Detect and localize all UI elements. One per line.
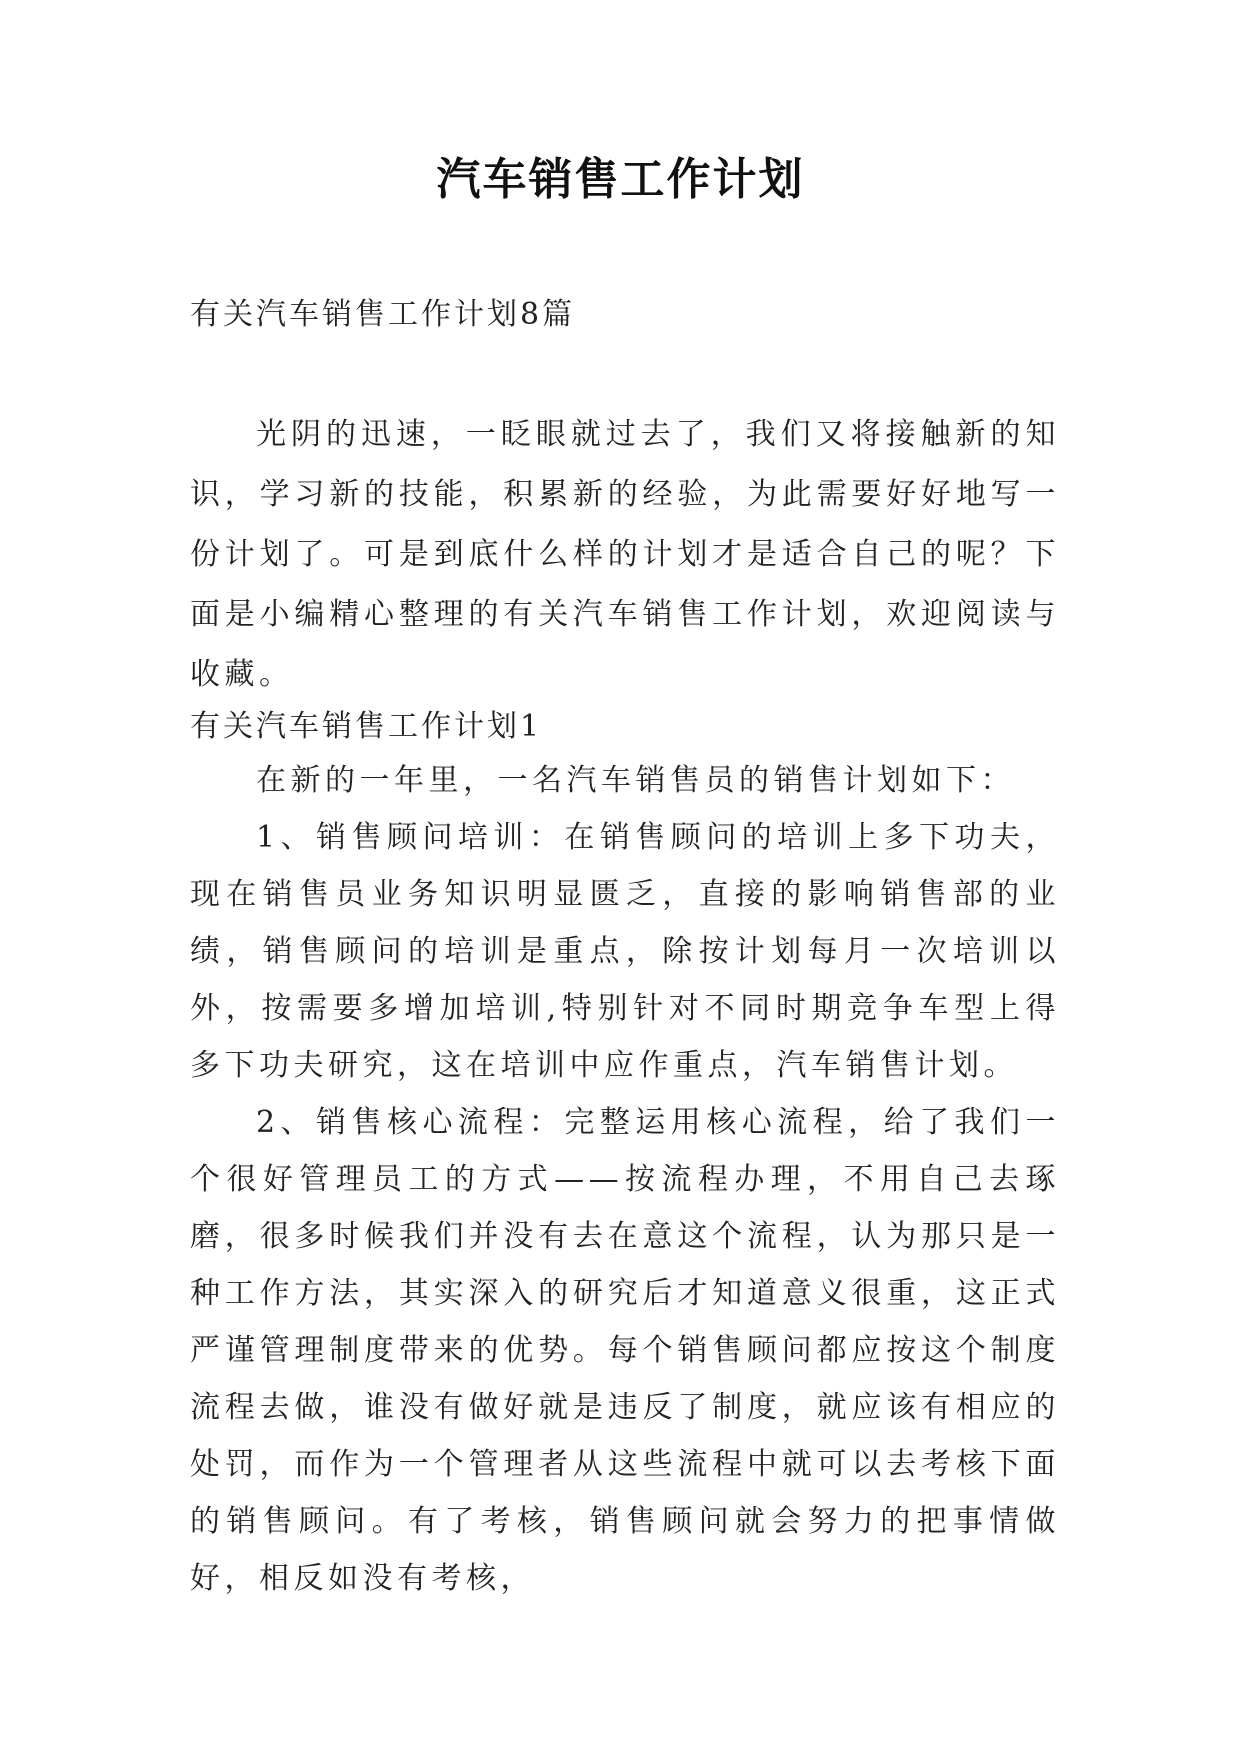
intro-section	[190, 405, 1060, 705]
section-heading: 有关汽车销售工作计划1	[190, 709, 543, 744]
document-subtitle: 有关汽车销售工作计划8篇	[190, 297, 576, 332]
body-paragraph-1: 在新的一年里，一名汽车销售员的销售计划如下：	[256, 763, 1015, 798]
intro-paragraph: 光阴的迅速，一眨眼就过去了，我们又将接触新的知识，学习新的技能，积累新的经验，为此需要好好地写一份计划了。可是到底什么样的计划才是适合自己的呢？下面是小编精心整理的有关汽车销售工作计划，欢迎阅读与收藏。	[190, 417, 1060, 692]
document-title: 汽车销售工作计划	[436, 154, 805, 205]
body-paragraph-3: 2、销售核心流程：完整运用核心流程，给了我们一个很好管理员工的方式——按流程办理，不用自己去琢磨，很多时候我们并没有去在意这个流程，认为那只是一种工作方法，其实深入的研究后才知道意义很重，这正式严谨管理制度带来的优势。每个销售顾问都应按这个制度流程去做，谁没有做好就是违反了制度，就应该有相应的处罚，而作为一个管理者从这些流程中就可以去考核下面的销售顾问。有了考核，销售顾问就会努力的把事情做好，相反如没有考核，	[190, 1105, 1060, 1596]
section-body	[190, 752, 1060, 1607]
body-paragraph-2: 1、销售顾问培训：在销售顾问的培训上多下功夫，现在销售员业务知识明显匮乏，直接的影响销售部的业绩，销售顾问的培训是重点，除按计划每月一次培训以外，按需要多增加培训,特别针对不同时期竞争车型上得多下功夫研究，这在培训中应作重点，汽车销售计划。	[190, 820, 1060, 1083]
